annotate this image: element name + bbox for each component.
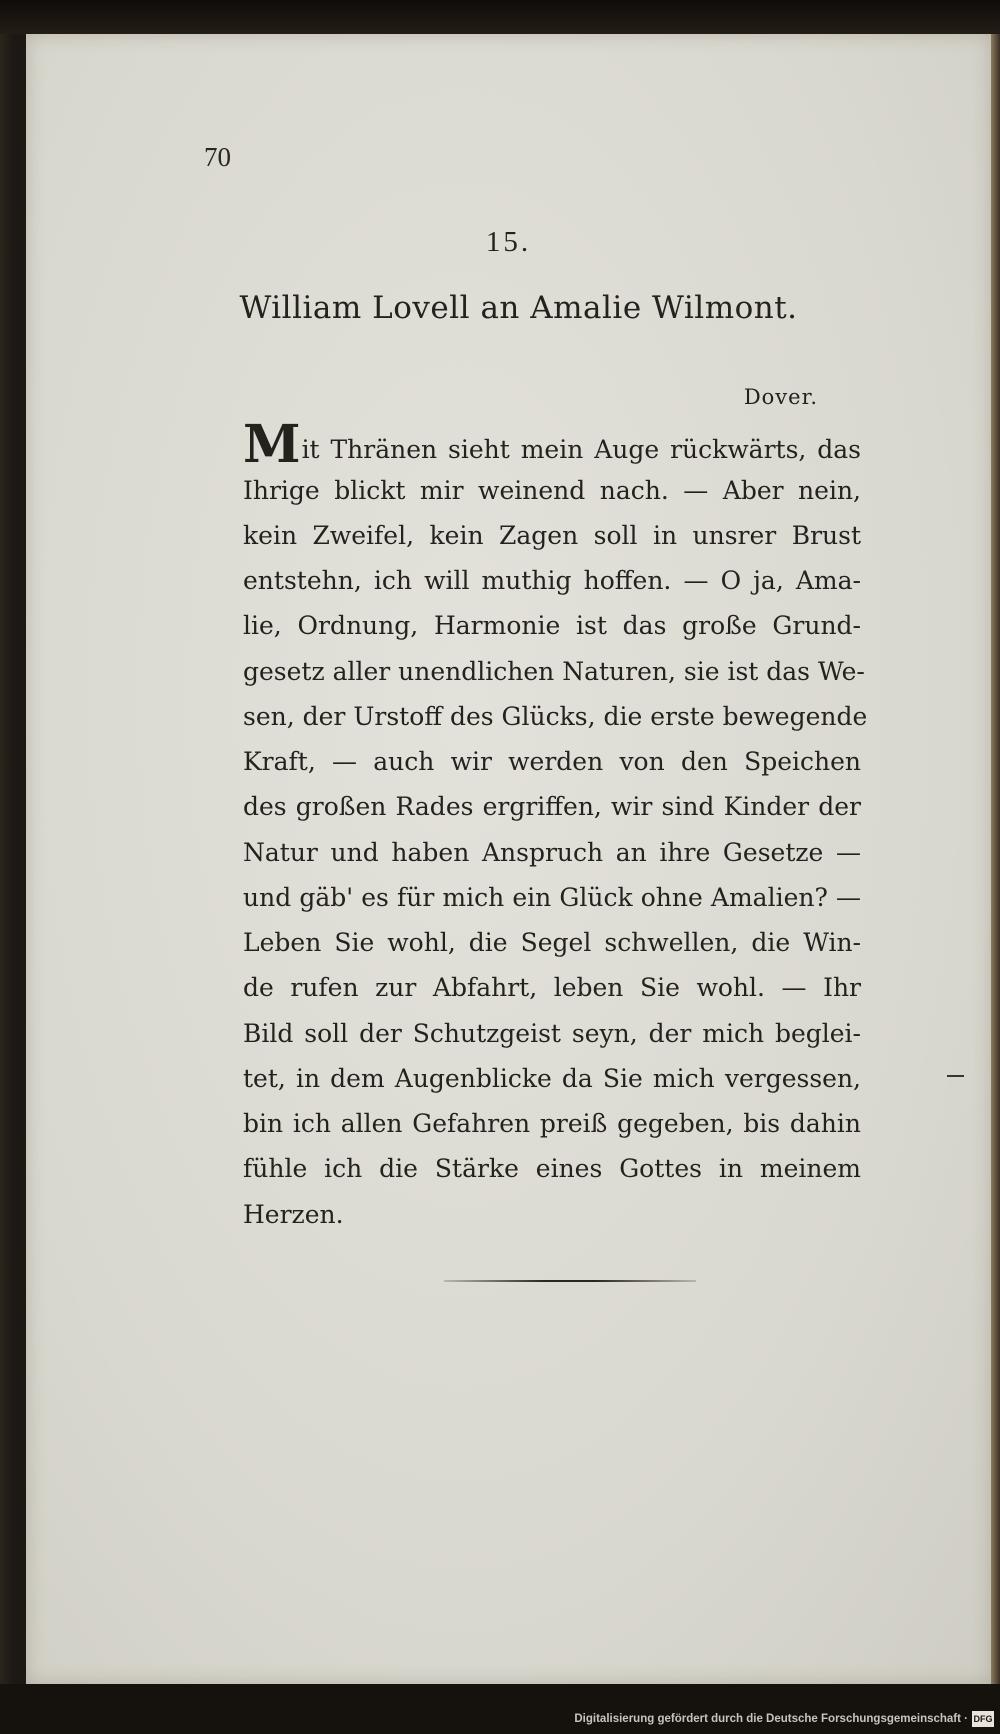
page-fore-edge [991,34,1000,1684]
text-line: des großen Rades ergriffen, wir sind Kinder der [243,792,861,821]
text-line: bin ich allen Gefahren preiß gegeben, bis dahin [243,1109,861,1138]
text-line: tet, in dem Augenblicke da Sie mich vergessen, [243,1064,861,1093]
letter-heading: William Lovell an Amalie Wilmont. [239,290,798,326]
book-top-edge [0,0,1000,34]
text-line: lie, Ordnung, Harmonie ist das große Grund- [243,611,861,640]
text-line: Natur und haben Anspruch an ihre Gesetze — [243,838,861,867]
text-line: Bild soll der Schutzgeist seyn, der mich beglei- [243,1019,861,1048]
text-line: Leben Sie wohl, die Segel schwellen, die Win- [243,928,861,957]
letter-place: Dover. [743,385,818,409]
digitization-credit: Digitalisierung gefördert durch die Deutsche Forschungsgemeinschaft · [574,1713,968,1725]
letter-number: 15. [485,226,532,258]
page-number: 70 [204,142,231,172]
margin-mark [947,1075,964,1077]
closing-rule [444,1280,696,1282]
text-line: entstehn, ich will muthig hoffen. — O ja, Ama- [243,566,861,595]
footer-strip [0,1684,1000,1734]
text-line-content: it Thränen sieht mein Auge rückwärts, das [301,435,861,464]
text-line: de rufen zur Abfahrt, leben Sie wohl. — Ihr [243,973,861,1002]
text-line: Kraft, — auch wir werden von den Speichen [243,747,861,776]
text-line: fühle ich die Stärke eines Gottes in meinem [243,1154,861,1183]
text-line [243,414,861,475]
text-line: und gäb' es für mich ein Glück ohne Amalien? — [243,883,861,912]
text-line: sen, der Urstoff des Glücks, die erste bewegende [243,702,868,731]
text-line: kein Zweifel, kein Zagen soll in unsrer Brust [243,521,861,550]
text-line: Herzen. [243,1200,344,1229]
text-line: gesetz aller unendlichen Naturen, sie ist das We- [243,657,865,686]
drop-cap: M [243,414,301,475]
dfg-logo-icon: DFG [972,1711,994,1727]
text-line: Ihrige blickt mir weinend nach. — Aber nein, [243,476,861,505]
